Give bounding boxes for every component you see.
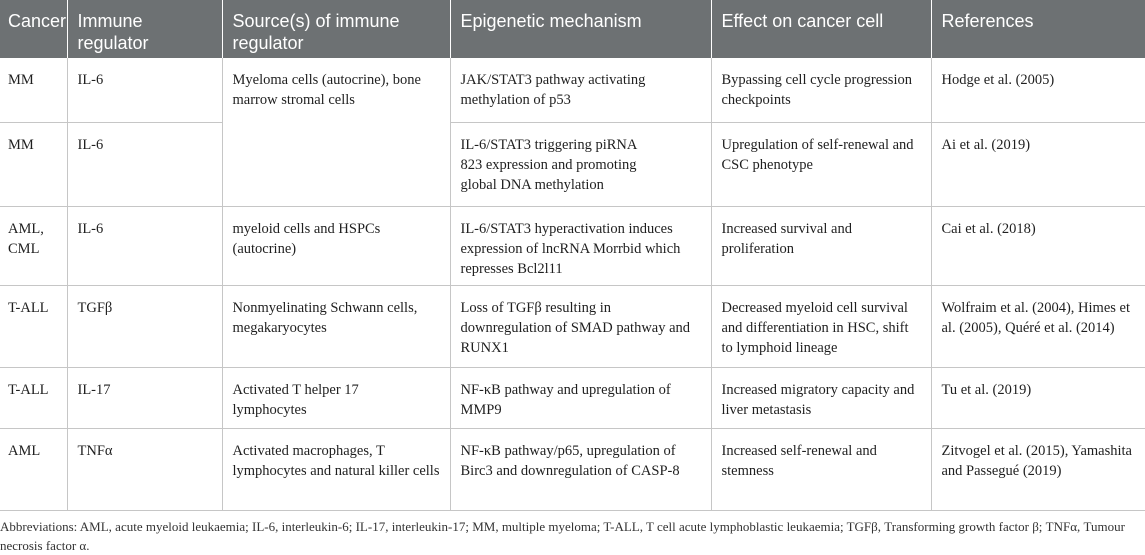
cell-immune-regulator: TGFβ [67,285,222,367]
cell-effect: Upregulation of self-renewal and CSC phenotype [711,122,931,206]
cell-mechanism: Loss of TGFβ resulting in downregulation of SMAD pathway and RUNX1 [450,285,711,367]
cell-source: Nonmyelinating Schwann cells, megakaryocytes [222,285,450,367]
header-cancer: Cancer [0,0,67,58]
cell-cancer: MM [0,122,67,206]
table-row [0,122,1145,206]
cell-cancer: T-ALL [0,285,67,367]
table-header [0,0,1145,58]
cell-effect: Increased migratory capacity and liver metastasis [711,367,931,428]
header-epigenetic-mechanism: Epigenetic mechanism [450,0,711,58]
table-body [0,58,1145,510]
table-row [0,285,1145,367]
cell-cancer: AML [0,428,67,510]
cell-effect: Decreased myeloid cell survival and differentiation in HSC, shift to lymphoid lineage [711,285,931,367]
cell-source: Activated T helper 17 lymphocytes [222,367,450,428]
cell-effect: Increased self-renewal and stemness [711,428,931,510]
cell-source: myeloid cells and HSPCs (autocrine) [222,206,450,285]
cell-references: Tu et al. (2019) [931,367,1145,428]
cell-mechanism: IL-6/STAT3 triggering piRNA 823 expression and promoting global DNA methylation [450,122,711,206]
cell-references: Zitvogel et al. (2015), Yamashita and Passegué (2019) [931,428,1145,510]
cell-references: Cai et al. (2018) [931,206,1145,285]
table-row [0,206,1145,285]
cell-immune-regulator: TNFα [67,428,222,510]
header-source: Source(s) of immune regulator [222,0,450,58]
table-footnote: Abbreviations: AML, acute myeloid leukaemia; IL-6, interleukin-6; IL-17, interleukin-17; MM, multiple myeloma; T-ALL, T cell acute lymphoblastic leukaemia; TGFβ, Transforming growth factor β; TNFα, Tumour necrosis factor α. [0,519,1125,553]
cell-immune-regulator: IL-6 [67,58,222,122]
cell-immune-regulator: IL-6 [67,122,222,206]
cell-references: Hodge et al. (2005) [931,58,1145,122]
cell-mechanism: IL-6/STAT3 hyperactivation induces expression of lncRNA Morrbid which represses Bcl2l11 [450,206,711,285]
cell-mechanism: JAK/STAT3 pathway activating methylation of p53 [450,58,711,122]
header-references: References [931,0,1145,58]
cell-effect: Increased survival and proliferation [711,206,931,285]
cell-cancer: T-ALL [0,367,67,428]
cell-references: Wolfraim et al. (2004), Himes et al. (2005), Quéré et al. (2014) [931,285,1145,367]
cell-immune-regulator: IL-6 [67,206,222,285]
cell-cancer: AML, CML [0,206,67,285]
cell-source [222,122,450,206]
cell-source: Activated macrophages, T lymphocytes and natural killer cells [222,428,450,510]
cell-immune-regulator: IL-17 [67,367,222,428]
table-row [0,58,1145,122]
cell-mechanism: NF-κB pathway/p65, upregulation of Birc3 and downregulation of CASP-8 [450,428,711,510]
cell-cancer: MM [0,58,67,122]
cell-mechanism: NF-κB pathway and upregulation of MMP9 [450,367,711,428]
header-row [0,0,1145,58]
cell-effect: Bypassing cell cycle progression checkpoints [711,58,931,122]
table-row [0,428,1145,510]
cell-source: Myeloma cells (autocrine), bone marrow stromal cells [222,58,450,122]
table-row [0,367,1145,428]
header-effect: Effect on cancer cell [711,0,931,58]
cell-references: Ai et al. (2019) [931,122,1145,206]
header-immune-regulator: Immune regulator [67,0,222,58]
